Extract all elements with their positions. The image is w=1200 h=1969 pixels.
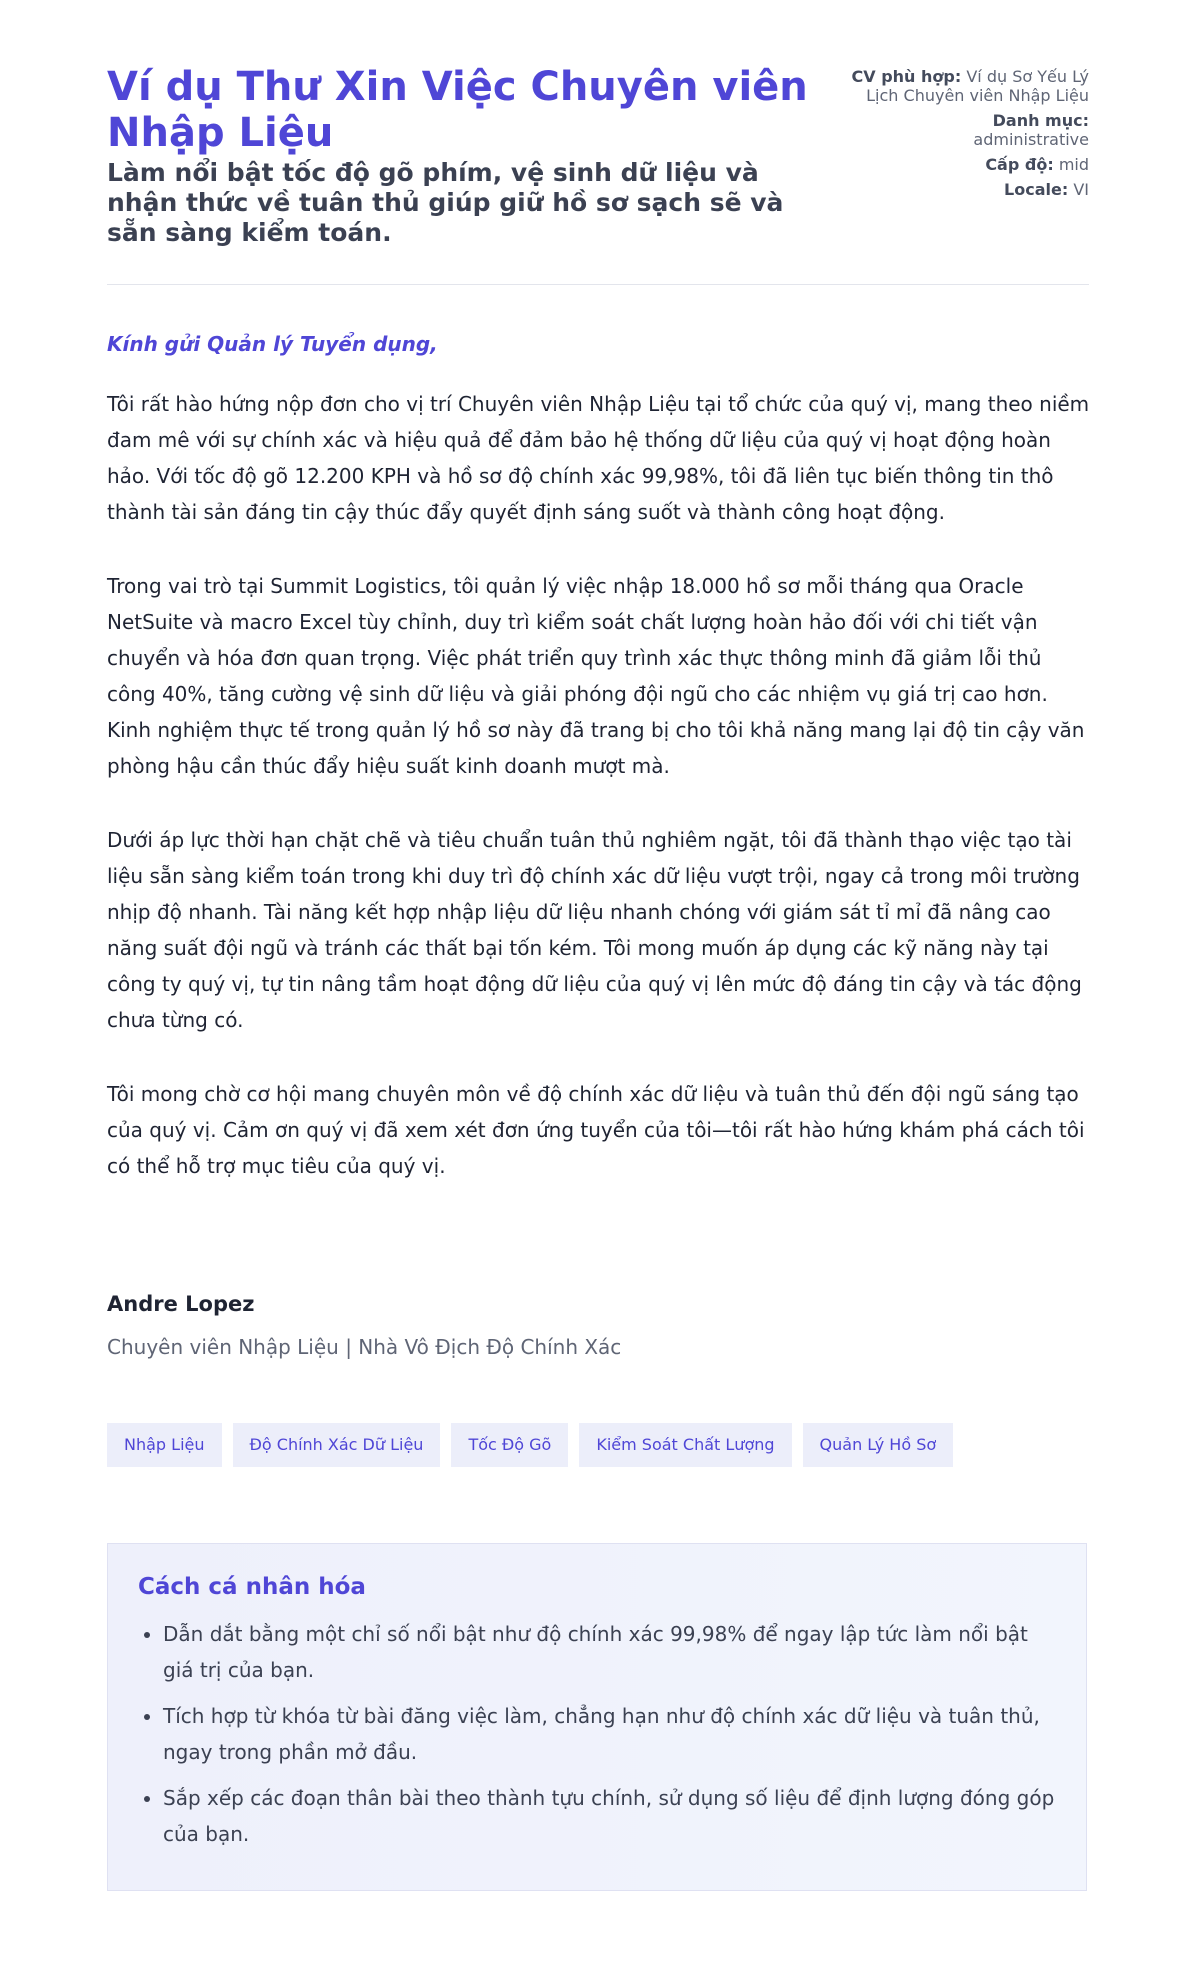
signature-title: Chuyên viên Nhập Liệu | Nhà Vô Địch Độ Chính Xác	[107, 1335, 622, 1359]
letter-body	[107, 386, 1091, 1222]
skill-tag: Nhập Liệu	[107, 1423, 222, 1467]
tip-item: • Dẫn dắt bằng một chỉ số nổi bật như độ chính xác 99,98% để ngay lập tức làm nổi bật giá trị của bạn.	[163, 1616, 1056, 1688]
skill-tag: Tốc Độ Gõ	[451, 1423, 568, 1467]
tips-title: Cách cá nhân hóa	[138, 1574, 366, 1600]
meta-panel	[844, 67, 1089, 205]
tips-list	[138, 1616, 1056, 1852]
meta-locale-value: VI	[1073, 180, 1089, 199]
letter-paragraph: Trong vai trò tại Summit Logistics, tôi quản lý việc nhập 18.000 hồ sơ mỗi tháng qua Oracle NetSuite và macro Excel tùy chỉnh, duy trì kiểm soát chất lượng hoàn hảo đối với chi tiết vận chuyển và hóa đơn quan trọng. Việc phát triển quy trình xác thực thông minh đã giảm lỗi thủ công 40%, tăng cường vệ sinh dữ liệu và giải phóng đội ngũ cho các nhiệm vụ giá trị cao hơn. Kinh nghiệm thực tế trong quản lý hồ sơ này đã trang bị cho tôi khả năng mang lại độ tin cậy văn phòng hậu cần thúc đẩy hiệu suất kinh doanh mượt mà.	[107, 574, 1085, 778]
letter-paragraph: Dưới áp lực thời hạn chặt chẽ và tiêu chuẩn tuân thủ nghiêm ngặt, tôi đã thành thạo việc tạo tài liệu sẵn sàng kiểm toán trong khi duy trì độ chính xác dữ liệu vượt trội, ngay cả trong môi trường nhịp độ nhanh. Tài năng kết hợp nhập liệu dữ liệu nhanh chóng với giám sát tỉ mỉ đã nâng cao năng suất đội ngũ và tránh các thất bại tốn kém. Tôi mong muốn áp dụng các kỹ năng này tại công ty quý vị, tự tin nâng tầm hoạt động dữ liệu của quý vị lên mức độ đáng tin cậy và tác động chưa từng có.	[107, 828, 1082, 1032]
meta-category-label: Danh mục:	[992, 111, 1089, 130]
letter-paragraph: Tôi rất hào hứng nộp đơn cho vị trí Chuyên viên Nhập Liệu tại tổ chức của quý vị, mang theo niềm đam mê với sự chính xác và hiệu quả để đảm bảo hệ thống dữ liệu của quý vị hoạt động hoàn hảo. Với tốc độ gõ 12.200 KPH và hồ sơ độ chính xác 99,98%, tôi đã liên tục biến thông tin thô thành tài sản đáng tin cậy thúc đẩy quyết định sáng suốt và thành công hoạt động.	[107, 392, 1090, 524]
page-subtitle: Làm nổi bật tốc độ gõ phím, vệ sinh dữ liệu và nhận thức về tuân thủ giúp giữ hồ sơ sạch sẽ và sẵn sàng kiểm toán.	[107, 158, 784, 247]
personalization-tips	[107, 1543, 1087, 1891]
letter-greeting: Kính gửi Quản lý Tuyển dụng,	[107, 332, 438, 356]
tip-item: • Sắp xếp các đoạn thân bài theo thành tựu chính, sử dụng số liệu để định lượng đóng góp của bạn.	[163, 1780, 1056, 1852]
meta-locale	[844, 180, 1089, 199]
skill-tag: Độ Chính Xác Dữ Liệu	[233, 1423, 441, 1467]
signature-name: Andre Lopez	[107, 1292, 255, 1316]
skill-tag: Quản Lý Hồ Sơ	[803, 1423, 954, 1467]
meta-locale-label: Locale:	[1004, 180, 1069, 199]
page-title: Ví dụ Thư Xin Việc Chuyên viên Nhập Liệu	[107, 64, 808, 156]
meta-level-value: mid	[1058, 155, 1089, 174]
meta-category	[844, 111, 1089, 149]
meta-cv-label: CV phù hợp:	[851, 67, 962, 86]
letter-paragraph: Tôi mong chờ cơ hội mang chuyên môn về độ chính xác dữ liệu và tuân thủ đến đội ngũ sáng tạo của quý vị. Cảm ơn quý vị đã xem xét đơn ứng tuyển của tôi—tôi rất hào hứng khám phá cách tôi có thể hỗ trợ mục tiêu của quý vị.	[107, 1082, 1085, 1178]
header	[107, 64, 1089, 285]
tip-item: • Tích hợp từ khóa từ bài đăng việc làm, chẳng hạn như độ chính xác dữ liệu và tuân thủ, ngay trong phần mở đầu.	[163, 1698, 1056, 1770]
meta-cv-value: Ví dụ Sơ Yếu Lý Lịch Chuyên viên Nhập Liệu	[866, 67, 1089, 105]
meta-cv	[844, 67, 1089, 105]
skill-tags	[107, 1423, 953, 1467]
meta-category-value: administrative	[973, 130, 1089, 149]
skill-tag: Kiểm Soát Chất Lượng	[579, 1423, 791, 1467]
meta-level	[844, 155, 1089, 174]
meta-level-label: Cấp độ:	[985, 155, 1054, 174]
